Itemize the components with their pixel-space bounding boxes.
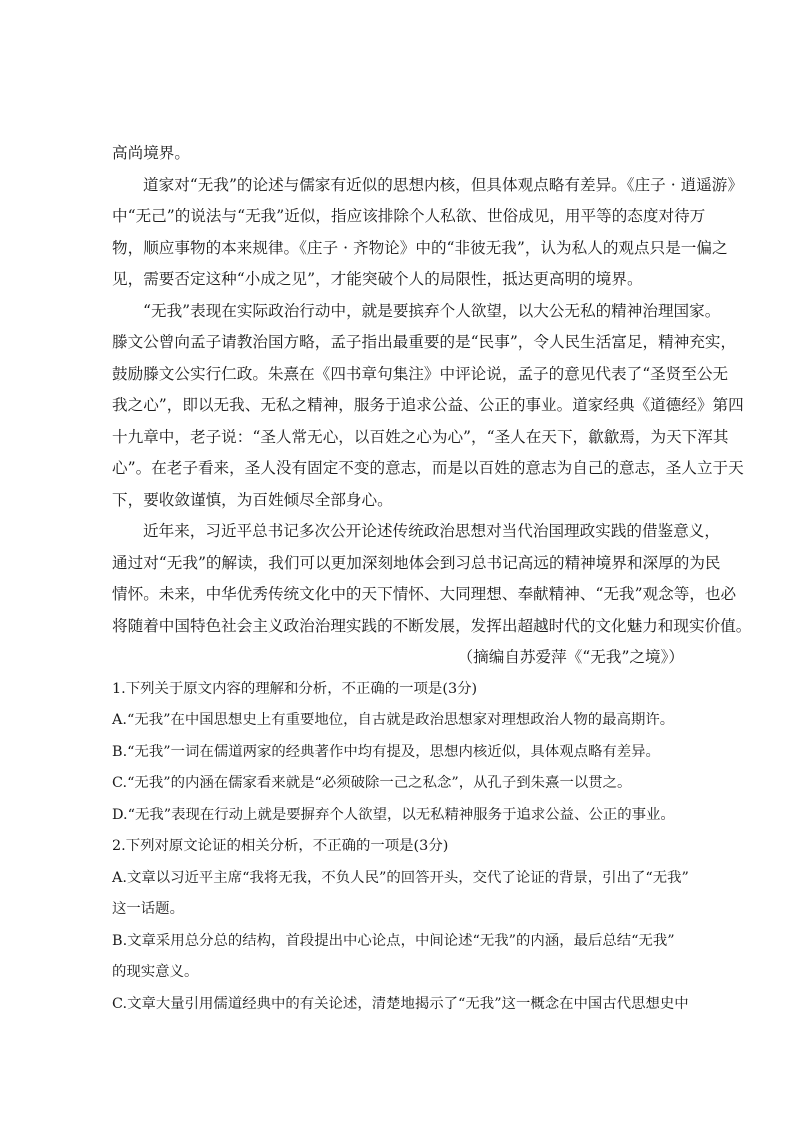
- article-line: 心”。在老子看来，圣人没有固定不变的意志，而是以百姓的意志为自己的意志，圣人立于天: [112, 459, 744, 477]
- article-source: （摘编自苏爱萍《“无我”之境》）: [457, 648, 684, 666]
- article-line: 滕文公曾向孟子请教治国方略，孟子指出最重要的是“民事”，令人民生活富足，精神充实，: [112, 333, 737, 351]
- article-line: 将随着中国特色社会主义政治治理实践的不断发展，发挥出超越时代的文化魅力和现实价值。: [112, 616, 752, 635]
- article-line: 见，需要否定这种“小成之见”，才能突破个人的局限性，抵达更高明的境界。: [112, 270, 643, 288]
- question-option: A.“无我”在中国思想史上有重要地位，自古就是政治思想家对理想政治人物的最高期许。: [112, 712, 675, 728]
- question-option-continued: 的现实意义。: [112, 964, 199, 980]
- question-option: B.文章采用总分总的结构，首段提出中心论点，中间论述“无我”的内涵，最后总结“无我”: [112, 932, 675, 949]
- question-option: D.“无我”表现在行动上就是要摒弃个人欲望，以无私精神服务于追求公益、公正的事业。: [112, 806, 675, 823]
- article-line: 物，顺应事物的本来规律。《庄子 · 齐物论》中的“非彼无我”，认为私人的观点只是一偏之: [112, 238, 728, 257]
- article-line: 高尚境界。: [112, 144, 190, 162]
- document-page: [112, 138, 752, 1020]
- question-option-continued: 这一话题。: [112, 901, 184, 917]
- article-line: 情怀。未来，中华优秀传统文化中的天下情怀、大同理想、奉献精神、“无我”观念等，也必: [112, 585, 737, 603]
- question-option: C.文章大量引用儒道经典中的有关论述，清楚地揭示了“无我”这一概念在中国古代思想史中: [112, 995, 689, 1012]
- question-stem: 2.下列对原文论证的相关分析，不正确的一项是(3分): [112, 838, 449, 854]
- question-option: A.文章以习近平主席“我将无我，不负人民”的回答开头，交代了论证的背景，引出了“无我”: [112, 869, 689, 886]
- article-line: 中“无己”的说法与“无我”近似，指应该排除个人私欲、世俗成见，用平等的态度对待万: [112, 207, 706, 225]
- question-option: B.“无我”一词在儒道两家的经典著作中均有提及，思想内核近似，具体观点略有差异。: [112, 743, 660, 760]
- article-body: [112, 138, 752, 674]
- article-line: 我之心”，即以无我、无私之精神，服务于追求公益、公正的事业。道家经典《道德经》第四: [112, 396, 744, 414]
- article-line: 通过对“无我”的解读，我们可以更加深刻地体会到习总书记高远的精神境界和深厚的为民: [112, 553, 721, 572]
- article-line: 近年来，习近平总书记多次公开论述传统政治思想对当代治国理政实践的借鉴意义，: [143, 522, 720, 540]
- questions-section: [112, 674, 689, 1021]
- article-line: “无我”表现在实际政治行动中，就是要摈弃个人欲望，以大公无私的精神治理国家。: [143, 301, 721, 320]
- article-line: 下，要收敛谨慎，为百姓倾尽全部身心。: [112, 490, 393, 509]
- question-option: C.“无我”的内涵在儒家看来就是“必须破除一己之私念”，从孔子到朱熹一以贯之。: [112, 775, 632, 791]
- article-line: 十九章中，老子说：“圣人常无心，以百姓之心为心”，“圣人在天下，歙歙焉，为天下浑其: [112, 427, 729, 446]
- article-line: 鼓励滕文公实行仁政。朱熹在《四书章句集注》中评论说，孟子的意见代表了“圣贤至公无: [112, 364, 729, 383]
- article-line: 道家对“无我”的论述与儒家有近似的思想内核，但具体观点略有差异。《庄子 · 逍遥游》: [143, 175, 743, 194]
- question-stem: 1.下列关于原文内容的理解和分析，不正确的一项是(3分): [112, 680, 478, 697]
